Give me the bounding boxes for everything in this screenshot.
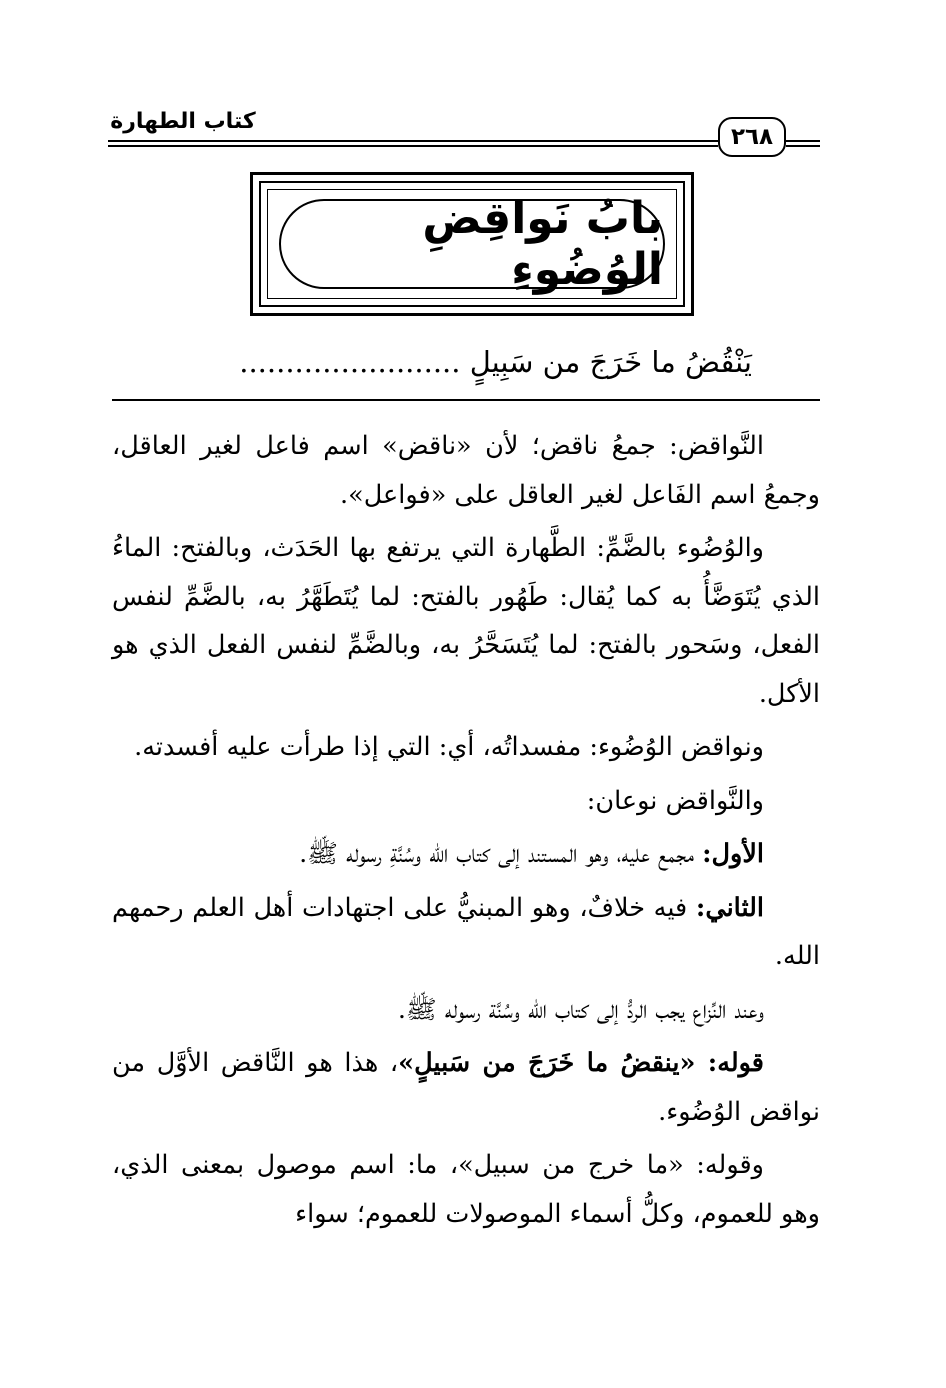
header-rule	[786, 145, 820, 147]
matn-line	[112, 340, 752, 384]
chapter-frame	[250, 172, 694, 316]
paragraph: وقوله: «ما خرج من سبيل»، ما: اسم موصول بمعنى الذي، وهو للعموم، وكلُّ أسماء الموصولات للعموم؛ سواء	[112, 1150, 820, 1229]
paragraph	[112, 830, 820, 879]
paragraph: ونواقض الوُضُوء: مفسداتُه، أي: التي إذا طرأت عليه أفسدته.	[134, 732, 764, 762]
paragraph	[112, 884, 820, 981]
page-number: ٢٦٨	[718, 117, 786, 157]
paragraph: النَّواقض: جمعُ ناقض؛ لأن «ناقض» اسم فاعل لغير العاقل، وجمعُ اسم الفَاعل لغير العاقل على «فواعل».	[112, 431, 820, 510]
matn-dots: ........................	[239, 345, 461, 379]
body-text	[112, 422, 820, 1243]
matn-divider	[112, 399, 820, 401]
paragraph: وعند النِّزاع يجب الردُّ إلى كتاب الله وسُنَّة رسوله ﷺ.	[397, 994, 764, 1025]
matn-text: يَنْقُضُ ما خَرَجَ من سَبِيلٍ	[469, 345, 752, 379]
paragraph-text: ، هذا هو النَّاقض الأوَّل من نواقض الوُضُوء.	[112, 1048, 820, 1127]
paragraph: والنَّواقض نوعان:	[586, 785, 764, 816]
paragraph: والوُضُوء بالضَّمِّ: الطَّهارة التي يرتفع بها الحَدَث، وبالفتح: الماءُ الذي يُتَوَضَّأُ به كما يُقال: طَهُور بالفتح: لما يُتَطَهَّرُ به، بالضَّمِّ لنفس الفعل، وسَحور بالفتح: لما يُتَسَحَّرُ به، وبالضَّمِّ لنفس الفعل الذي هو الأكل.	[112, 533, 820, 709]
quoted-matn: «ينقضُ ما خَرَجَ من سَبيلٍ»	[398, 1048, 708, 1078]
bold-label: الأول:	[702, 839, 764, 869]
bold-label: الثاني:	[695, 892, 764, 923]
book-title: كتاب الطهارة	[110, 109, 256, 134]
header-rule	[786, 140, 820, 142]
paragraph-text: فيه خلافٌ، وهو المبنيُّ على اجتهادات أهل العلم رحمهم الله.	[112, 892, 820, 971]
bold-label: قوله:	[707, 1048, 764, 1078]
header-rule	[108, 140, 718, 142]
paragraph-text: مجمع عليه، وهو المستند إلى كتاب الله وسُنَّةِ رسوله ﷺ.	[299, 839, 703, 869]
header-rule	[108, 145, 718, 147]
paragraph	[112, 1039, 820, 1136]
chapter-title: بابُ نَواقِضِ الوُضُوءِ	[279, 199, 665, 289]
